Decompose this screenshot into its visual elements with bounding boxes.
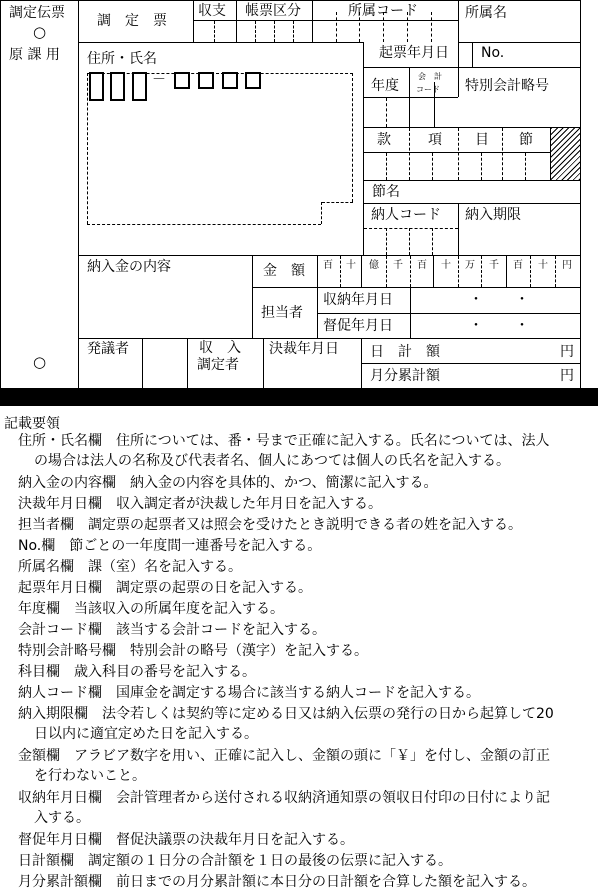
subject-header: 款 <box>377 132 391 148</box>
date-separator: ・ <box>515 318 529 334</box>
postal-box[interactable] <box>89 72 104 101</box>
right-line <box>363 180 580 181</box>
note-item <box>18 494 614 514</box>
note-item <box>18 872 614 892</box>
bottom-black-bar <box>0 388 598 406</box>
cell-dash <box>255 21 256 42</box>
address-dash <box>321 202 322 224</box>
right-divider <box>458 203 459 255</box>
note-item <box>18 557 614 577</box>
note-text: 年度欄 当該収入の所属年度を記入する。 <box>18 601 284 617</box>
notes-title: 記載要領 <box>4 416 60 432</box>
header-divider <box>458 0 459 97</box>
cell-dash <box>432 228 433 255</box>
postal-box[interactable] <box>245 72 261 89</box>
right-divider <box>472 42 473 67</box>
reminder-date-label: 督促年月日 <box>323 318 393 334</box>
section-name-label: 節名 <box>372 184 400 200</box>
note-item <box>18 515 614 535</box>
digit-label: 万 <box>465 260 475 271</box>
note-text: 所属名欄 課（室）名を記入する。 <box>18 559 242 575</box>
note-item <box>18 746 614 786</box>
subject-header: 節 <box>519 132 533 148</box>
stub-label: 調定伝票 <box>9 5 65 21</box>
digit-label: 円 <box>562 260 572 271</box>
subject-header: 目 <box>475 132 489 148</box>
yen-label: 円 <box>560 368 574 384</box>
address-dash <box>87 224 321 225</box>
ledger-category-label: 帳票区分 <box>245 3 301 19</box>
header-divider <box>236 0 237 42</box>
header-divider <box>193 0 194 42</box>
cell-dash <box>409 228 410 255</box>
bottom-divider <box>187 338 188 388</box>
note-continuation: を行わないこと。 <box>34 768 146 784</box>
cell-dash <box>340 256 341 287</box>
address-dash <box>352 73 353 202</box>
fiscal-year-label: 年度 <box>371 78 399 94</box>
cell-dash <box>525 153 526 180</box>
cell-dash <box>336 12 337 42</box>
note-text: 金額欄 アラビア数字を用い、正確に記入し、金額の頭に「￥」を付し、金額の訂正 <box>18 748 550 764</box>
header-mid-line <box>193 20 458 21</box>
bottom-circle: ○ <box>33 353 47 371</box>
cell-dash <box>386 228 387 255</box>
bottom-divider <box>263 338 264 388</box>
cell-dash <box>431 12 432 42</box>
header-divider <box>312 0 313 42</box>
note-item <box>18 662 614 682</box>
note-item <box>18 830 614 850</box>
note-text: 収納年月日欄 会計管理者から送付される収納済通知票の領収日付印の日付により記 <box>18 790 550 806</box>
cell-dash <box>410 256 411 287</box>
note-text: 担当者欄 調定票の起票者又は照会を受けたとき説明できる者の姓を記入する。 <box>18 517 522 533</box>
content-label: 納入金の内容 <box>87 259 171 275</box>
postal-box[interactable] <box>222 72 238 89</box>
note-continuation: 入する。 <box>34 810 90 826</box>
amount-digit-group <box>506 255 507 287</box>
frame-line <box>0 0 581 1</box>
note-text: 日計額欄 調定額の１日分の合計額を１日の最後の伝票に記入する。 <box>18 853 452 869</box>
postal-dash: － <box>152 72 166 88</box>
digit-label: 十 <box>441 260 451 271</box>
address-label: 住所・氏名 <box>87 51 157 67</box>
monthly-total-label: 月分累計額 <box>370 368 440 384</box>
digit-label: 十 <box>346 260 356 271</box>
cell-dash <box>364 228 458 229</box>
note-continuation: 日以内に適宜定めた日を記入する。 <box>34 726 258 742</box>
content-divider <box>252 255 253 338</box>
address-dash <box>87 73 88 224</box>
daily-total-label: 日 計 額 <box>370 344 440 360</box>
note-item <box>18 578 614 598</box>
note-continuation: の場合は法人の名称及び代表者名、個人にあつては個人の氏名を記入する。 <box>34 453 510 469</box>
cell-dash <box>409 128 410 180</box>
note-text: 科目欄 歳入科目の番号を記入する。 <box>18 664 256 680</box>
account-code-label-top: 会 計 <box>418 72 442 81</box>
note-item <box>18 851 614 871</box>
collector-label-top: 収 入 <box>199 340 241 356</box>
note-text: 月分累計額欄 前日までの月分累計額に本日分の日計額を合算した額を記入する。 <box>18 874 536 890</box>
content-divider <box>317 255 318 338</box>
cell-dash <box>502 128 503 180</box>
digit-label: 億 <box>369 260 379 271</box>
account-code-label-bottom: コード <box>416 85 440 94</box>
note-item <box>18 620 614 640</box>
bottom-top-line <box>79 338 580 339</box>
special-account-label: 特別会計略号 <box>465 78 549 94</box>
date-separator: ・ <box>469 292 483 308</box>
content-line <box>252 287 580 288</box>
address-dash <box>87 73 353 74</box>
digit-label: 百 <box>323 260 333 271</box>
cell-dash <box>432 153 433 180</box>
number-label: No. <box>481 45 505 61</box>
cell-dash <box>214 21 215 42</box>
note-item <box>18 536 614 556</box>
digit-label: 百 <box>417 260 427 271</box>
frame-line <box>0 0 1 390</box>
issue-date-label: 起票年月日 <box>379 45 449 61</box>
subject-header: 項 <box>428 132 442 148</box>
cell-dash <box>386 256 387 287</box>
dept-name-label: 所属名 <box>465 5 507 21</box>
date-separator: ・ <box>469 318 483 334</box>
cell-dash <box>293 21 294 42</box>
right-divider <box>409 67 410 127</box>
note-text: 督促年月日欄 督促決議票の決裁年月日を記入する。 <box>18 832 354 848</box>
form-title: 調 定 票 <box>97 13 167 29</box>
address-dash <box>322 202 353 203</box>
payer-code-label: 納人コード <box>371 207 441 223</box>
cell-dash <box>458 256 459 287</box>
yen-label: 円 <box>560 344 574 360</box>
cell-dash <box>481 153 482 180</box>
frame-line <box>580 0 581 390</box>
digit-label: 千 <box>489 260 499 271</box>
note-text: No.欄 節ごとの一年度間一連番号を記入する。 <box>18 538 322 554</box>
amount-label: 金 額 <box>263 263 305 279</box>
cell-dash <box>530 256 531 287</box>
cell-dash <box>555 256 556 287</box>
payment-deadline-label: 納入期限 <box>465 207 521 223</box>
bottom-line <box>361 363 580 364</box>
digit-label: 十 <box>538 260 548 271</box>
note-text: 起票年月日欄 調定票の起票の日を記入する。 <box>18 580 312 596</box>
right-line <box>363 67 580 68</box>
cell-dash <box>481 256 482 287</box>
right-line <box>363 97 458 98</box>
date-separator: ・ <box>515 292 529 308</box>
cell-dash <box>458 128 459 180</box>
note-text: 納入金の内容欄 納入金の内容を具体的、かつ、簡潔に記入する。 <box>18 475 438 491</box>
stub-circle: ○ <box>33 23 47 41</box>
hatched-cell <box>551 128 580 180</box>
note-item <box>18 641 614 661</box>
note-item <box>18 473 614 493</box>
note-item <box>18 599 614 619</box>
bottom-divider <box>142 338 143 388</box>
decision-date-label: 決裁年月日 <box>269 341 339 357</box>
original-copy-label: 原 課 用 <box>9 47 60 63</box>
left-column-border <box>78 0 79 388</box>
note-item <box>18 788 614 828</box>
note-text: 納入期限欄 法令若しくは契約等に定める日又は納入伝票の発行の日から起算して20 <box>18 706 554 722</box>
note-text: 会計コード欄 該当する会計コードを記入する。 <box>18 622 326 638</box>
digit-label: 千 <box>393 260 403 271</box>
postal-box[interactable] <box>198 72 214 89</box>
right-block-border <box>363 42 364 255</box>
header-bottom-line <box>79 42 363 43</box>
note-item <box>18 704 614 744</box>
cell-dash <box>274 21 275 42</box>
digit-label: 百 <box>513 260 523 271</box>
postal-box[interactable] <box>174 72 190 89</box>
content-divider <box>410 287 411 338</box>
right-line <box>363 203 580 204</box>
content-top-line <box>79 255 580 256</box>
collector-label-bottom: 調定者 <box>197 357 239 373</box>
note-text: 特別会計略号欄 特別会計の略号（漢字）を記入する。 <box>18 643 368 659</box>
person-in-charge-label: 担当者 <box>261 305 303 321</box>
cell-dash <box>386 153 387 180</box>
note-text: 住所・氏名欄 住所については、番・号まで正確に記入する。氏名については、法人 <box>18 433 550 449</box>
note-item <box>18 683 614 703</box>
note-text: 納人コード欄 国庫金を調定する場合に該当する納人コードを記入する。 <box>18 685 480 701</box>
right-line <box>363 152 580 153</box>
cell-dash <box>386 98 387 127</box>
amount-digit-group <box>361 255 362 287</box>
right-line <box>363 127 580 128</box>
proposer-label: 発議者 <box>87 341 129 357</box>
header-bottom-line <box>458 42 580 43</box>
postal-box[interactable] <box>110 72 125 101</box>
content-line <box>317 313 580 314</box>
postal-box[interactable] <box>132 72 147 101</box>
note-text: 決裁年月日欄 収入調定者が決裁した年月日を記入する。 <box>18 496 382 512</box>
amount-digit-group <box>433 255 434 287</box>
receipt-date-label: 収納年月日 <box>323 292 393 308</box>
dept-code-label: 所属コード <box>348 3 418 19</box>
revenue-expense-label: 収支 <box>198 3 226 19</box>
note-item <box>18 431 614 471</box>
